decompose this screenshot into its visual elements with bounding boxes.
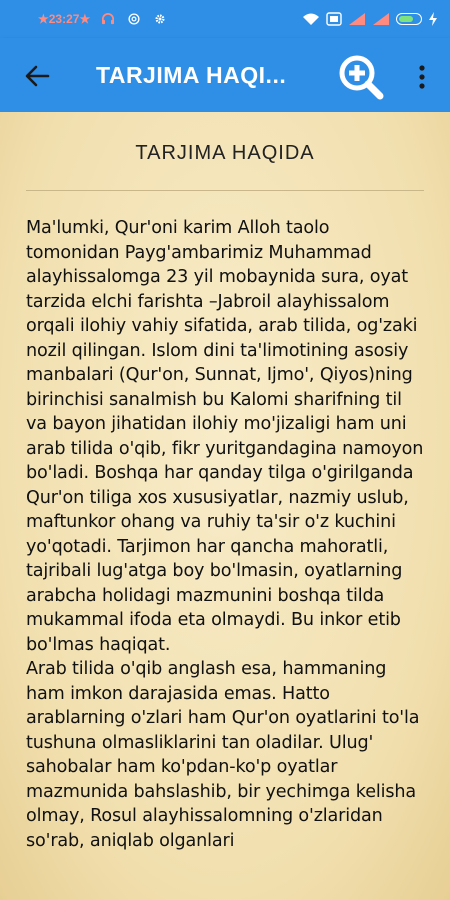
headphones-icon (100, 13, 116, 25)
sim-card-icon (326, 12, 342, 26)
article-body (26, 216, 426, 853)
signal-icon (348, 12, 366, 26)
gear-icon (152, 13, 168, 25)
article-heading: TARJIMA HAQIDA (135, 142, 315, 164)
more-vertical-icon[interactable] (410, 62, 434, 92)
paragraph: Ma'lumki, Qur'oni karim Alloh taolo tomonidan Payg'ambarimiz Muhammad alayhissalomga 23 yil mobaynida sura, oyat tarzida elchi farishta –Jabroil alayhissalom orqali ilohiy vahiy sifatida, arab tilida, og'zaki nozil qilingan. Islom dini ta'limotining asosiy manbalari (Qur'on, Sunnat, Ijmo', Qiyos)ning birinchisi sanalmish bu Kalomi sharifning til va bayon jihatidan ilohiy mo'jizaligi ham uni arab tilida o'qib, fikr yuritgandagina namoyon bo'ladi. Boshqa har qanday tilga o'girilganda Qur'on tiliga xos xususiyatlar, nazmiy uslub, maftunkor ohang va ruhiy ta'sir o'z kuchini yo'qotadi. Tarjimon har qancha mahoratli, tajribali lug'atga boy bo'lmasin, oyatlarning arabcha holidagi mazmunini boshqa tilda mukammal ifoda eta olmaydi. Bu inkor etib bo'lmas haqiqat. (26, 218, 424, 655)
app-bar (0, 38, 450, 112)
page-title: TARJIMA HAQI... (96, 62, 287, 88)
zoom-in-icon[interactable] (336, 52, 386, 102)
at-circle-icon (126, 13, 142, 25)
status-bar (0, 0, 450, 38)
signal-icon (372, 12, 390, 26)
charging-icon (428, 12, 438, 26)
paragraph: Arab tilida o'qib anglash esa, hammaning ham imkon darajasida emas. Hatto arablarning o'zlari ham Qur'on oyatlarini to'la tushuna olmasliklarini tan oladilar. Ulug' sahobalar ham ko'pdan-ko'p oyatlar mazmunida bahslashib, bir yechimga kelisha olmay, Rosul alayhissalomning o'zlaridan so'rab, aniqlab olganlari (26, 659, 420, 851)
status-time: ★23:27★ (38, 12, 91, 26)
article-content[interactable] (0, 112, 450, 900)
arrow-left-icon[interactable] (22, 62, 52, 90)
wifi-icon (302, 12, 320, 26)
divider (26, 190, 424, 191)
battery-icon (396, 13, 422, 25)
